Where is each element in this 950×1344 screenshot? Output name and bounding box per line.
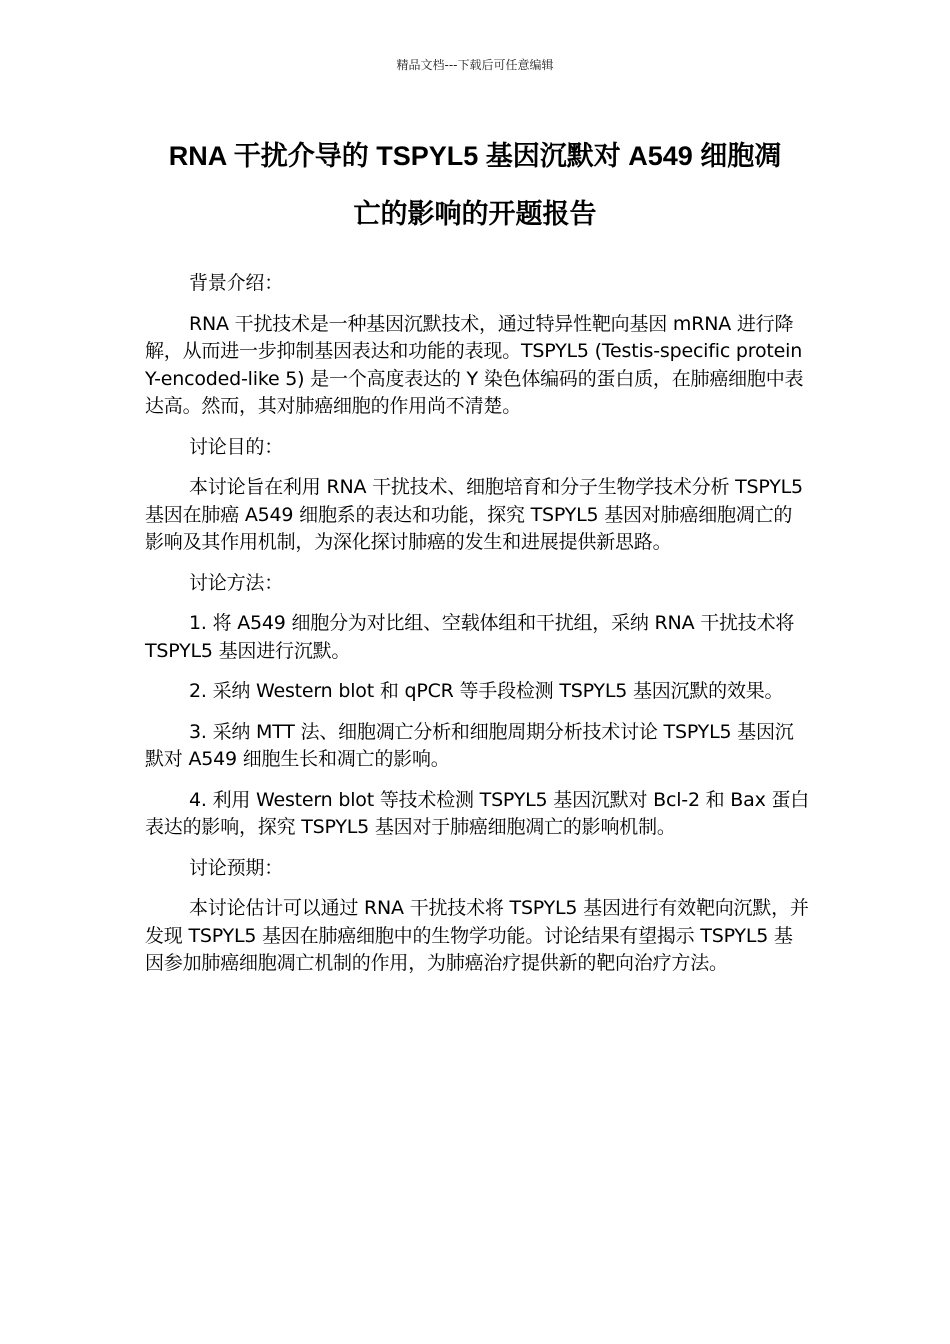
document-body bbox=[145, 270, 810, 991]
title-line-2: 亡的影响的开题报告 bbox=[353, 199, 597, 229]
paragraph-background: RNA 干扰技术是一种基因沉默技术，通过特异性靶向基因 mRNA 进行降解，从而进一步抑制基因表达和功能的表现。TSPYL5 (Testis-specific protein Y-encoded-like 5) 是一个高度表达的 Y 染色体编码的蛋白质，在肺癌细胞中表达高。然而，其对肺癌细胞的作用尚不清楚。 bbox=[145, 312, 804, 417]
section-heading-purpose: 讨论目的： bbox=[189, 435, 284, 458]
section-heading-methods: 讨论方法： bbox=[189, 571, 284, 594]
section-heading-expectations: 讨论预期： bbox=[189, 856, 284, 879]
paragraph-purpose: 本讨论旨在利用 RNA 干扰技术、细胞培育和分子生物学技术分析 TSPYL5 基因在肺癌 A549 细胞系的表达和功能，探究 TSPYL5 基因对肺癌细胞凋亡的影响及其作用机制，为深化探讨肺癌的发生和进展提供新思路。 bbox=[145, 476, 803, 553]
title-line-1: RNA 干扰介导的 TSPYL5 基因沉默对 A549 细胞凋 bbox=[168, 141, 782, 171]
document-title bbox=[145, 127, 805, 243]
method-item-3: 3. 采纳 MTT 法、细胞凋亡分析和细胞周期分析技术讨论 TSPYL5 基因沉默对 A549 细胞生长和凋亡的影响。 bbox=[145, 720, 794, 770]
section-heading-background: 背景介绍： bbox=[189, 272, 284, 294]
method-item-1: 1. 将 A549 细胞分为对比组、空载体组和干扰组，采纳 RNA 干扰技术将 TSPYL5 基因进行沉默。 bbox=[145, 612, 795, 662]
method-item-4: 4. 利用 Western blot 等技术检测 TSPYL5 基因沉默对 Bcl-2 和 Bax 蛋白表达的影响，探究 TSPYL5 基因对于肺癌细胞凋亡的影响机制。 bbox=[145, 788, 810, 838]
method-item-2: 2. 采纳 Western blot 和 qPCR 等手段检测 TSPYL5 基因沉默的效果。 bbox=[189, 680, 784, 702]
header-note: 精品文档---下载后可任意编辑 bbox=[396, 58, 554, 72]
paragraph-expectations: 本讨论估计可以通过 RNA 干扰技术将 TSPYL5 基因进行有效靶向沉默，并发现 TSPYL5 基因在肺癌细胞中的生物学功能。讨论结果有望揭示 TSPYL5 基因参加肺癌细胞凋亡机制的作用，为肺癌治疗提供新的靶向治疗方法。 bbox=[145, 897, 809, 974]
